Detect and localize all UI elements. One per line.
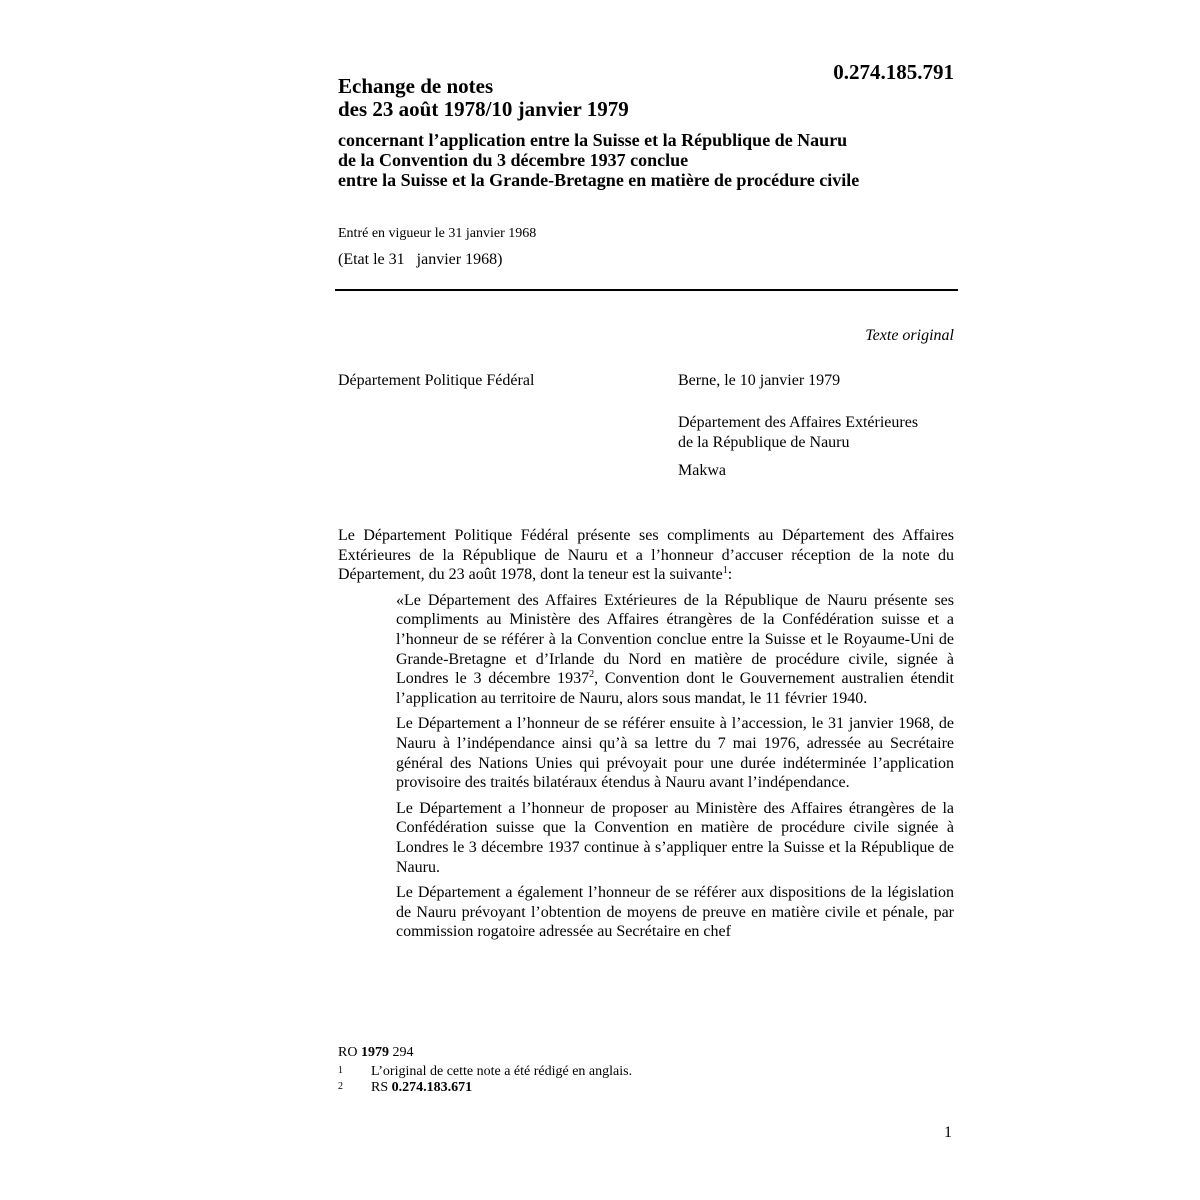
- footnote-number: 2: [338, 1081, 343, 1092]
- quote-paragraph: Le Département a également l’honneur de se référer aux dispositions de la législation de Nauru prévoyant l’obtention de moyens de preuve en matière civile et pénale, par commission rogatoire adressée au Secrétaire en chef: [396, 884, 954, 941]
- intro-text: Le Département Politique Fédéral présente ses compliments au Département des Affaires Extérieures de la République de Nauru et a l’honneur d’accuser réception de la note du Département, du 23 août 1978, dont la teneur est la suivante: [338, 527, 954, 584]
- footnote: [338, 1064, 632, 1080]
- quote-paragraph: Le Département a l’honneur de se référer ensuite à l’accession, le 31 janvier 1968, de Nauru à l’indépendance ainsi qu’à sa lettre du 7 mai 1976, adressée au Secrétaire général des Nations Unies qui prévoyait pour une durée indéterminée l’application provisoire des traités bilatéraux étendus à Nauru avant l’indépendance.: [396, 715, 954, 792]
- state-date: (Etat le 31 janvier 1968): [338, 251, 503, 268]
- original-text-label: Texte original: [865, 327, 954, 344]
- rs-reference: 0.274.183.671: [391, 1080, 473, 1095]
- header-divider: [335, 289, 958, 291]
- title-line: des 23 août 1978/10 janvier 1979: [338, 97, 629, 121]
- footnote-ref[interactable]: 1: [722, 565, 728, 577]
- ro-page: 294: [392, 1045, 414, 1060]
- page-number: 1: [944, 1124, 952, 1141]
- quote-paragraph: [396, 591, 954, 709]
- document-title: [338, 75, 958, 121]
- rs-prefix: RS: [371, 1080, 389, 1095]
- entry-into-force: Entré en vigueur le 31 janvier 1968: [338, 226, 537, 241]
- quote-paragraph: Le Département a l’honneur de proposer au Ministère des Affaires étrangères de la Confédération suisse que la Convention en matière de procédure civile signée à Londres le 3 décembre 1937 continue à s’appliquer entre la Suisse et la République de Nauru.: [396, 799, 954, 876]
- title-line: Echange de notes: [338, 74, 494, 98]
- footnote: [338, 1080, 632, 1096]
- intro-paragraph: [338, 526, 954, 585]
- footnotes: [338, 1064, 632, 1096]
- quoted-note: [396, 591, 954, 942]
- footnote-text: L’original de cette note a été rédigé en anglais.: [371, 1064, 633, 1079]
- recipient-line: de la République de Nauru: [678, 434, 850, 451]
- ro-prefix: RO: [338, 1045, 358, 1060]
- subtitle-line: entre la Suisse et la Grande-Bretagne en matière de procédure civile: [338, 170, 860, 190]
- rs-number: 0.274.185.791: [833, 60, 954, 84]
- subtitle-line: de la Convention du 3 décembre 1937 conclue: [338, 150, 689, 170]
- ro-reference: [338, 1045, 413, 1061]
- quote-text: , Convention dont le Gouvernement australien étendit l’application au territoire de Nauru, alors sous mandat, le 11 février 1940.: [396, 670, 955, 707]
- letter-sender: Département Politique Fédéral: [338, 372, 535, 389]
- letter-body: [338, 526, 954, 942]
- quote-text: «Le Département des Affaires Extérieures de la République de Nauru présente ses compliments au Ministère des Affaires étrangères de la Confédération suisse et a l’honneur de se référer à la Convention conclue entre la Suisse et le Royaume-Uni de Grande-Bretagne et d’Irlande du Nord en matière de procédure civile, signée à Londres le 3 décembre 1937: [396, 591, 954, 688]
- letter-recipient: [678, 413, 918, 481]
- intro-end: :: [727, 566, 733, 584]
- subtitle-line: concernant l’application entre la Suisse et la République de Nauru: [338, 130, 848, 150]
- footnote-number: 1: [338, 1065, 343, 1076]
- ro-year: 1979: [360, 1045, 389, 1060]
- footnote-text: [371, 1080, 472, 1096]
- recipient-line: Département des Affaires Extérieures: [678, 414, 919, 431]
- footnote-ref[interactable]: 2: [589, 669, 595, 681]
- letter-place-date: Berne, le 10 janvier 1979: [678, 372, 841, 389]
- recipient-city: Makwa: [678, 462, 726, 479]
- document-subtitle: [338, 130, 958, 190]
